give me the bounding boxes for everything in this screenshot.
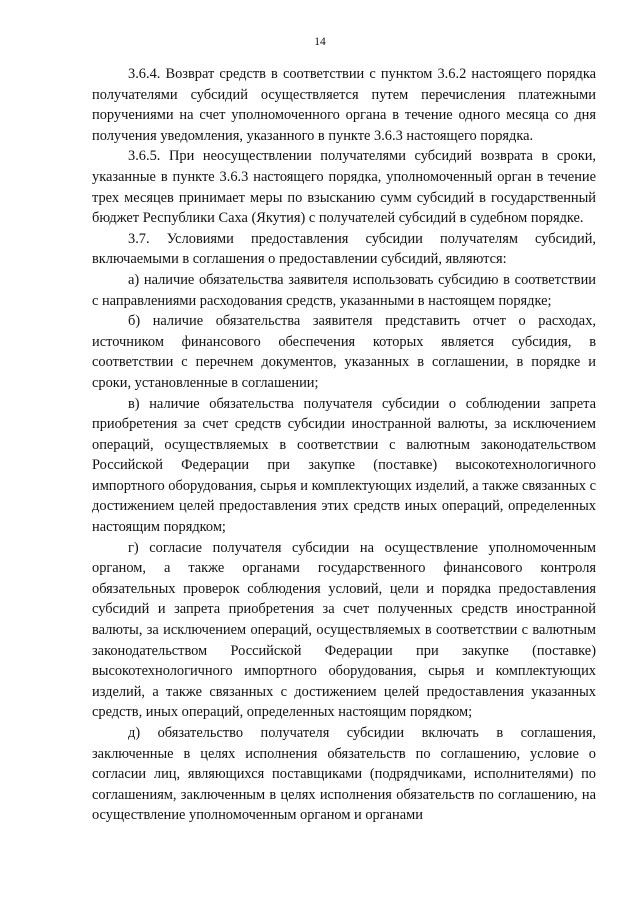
list-item-d: д) обязательство получателя субсидии включать в соглашения, заключенные в целях исполнения обязательств по соглашению, условие о согласии лиц, являющихся поставщиками (подрядчиками, исполнителями) по соглашениям, заключенным в целях исполнения обязательств по соглашению, на осуществление уполномоченным органом и органами [92, 725, 596, 824]
list-item-v: в) наличие обязательства получателя субсидии о соблюдении запрета приобретения за счет средств субсидии иностранной валюты, за исключением операций, осуществляемых в соответствии с валютным законодательством Российской Федерации при закупке (поставке) высокотехнологичного импортного оборудования, сырья и комплектующих изделий, а также связанных с достижением целей предоставления этих средств иных операций, определенных настоящим порядком; [92, 395, 596, 536]
list-item-a: а) наличие обязательства заявителя использовать субсидию в соответствии с направлениями расходования средств, указанными в настоящем порядке; [92, 271, 596, 309]
paragraph-3-7: 3.7. Условиями предоставления субсидии получателям субсидий, включаемыми в соглашения о предоставлении субсидий, являются: [92, 230, 596, 268]
list-item-g: г) согласие получателя субсидии на осуществление уполномоченным органом, а также органами государственного финансового контроля обязательных проверок соблюдения условий, цели и порядка предоставления субсидий и запрета приобретения за счет полученных средств иностранной валюты, за исключением операций, осуществляемых в соответствии с валютным законодательством Российской Федерации при закупке (поставке) высокотехнологичного импортного оборудования, сырья и комплектующих изделий, а также связанных с достижением целей предоставления указанных средств, иных операций, определенных настоящим порядком; [92, 539, 596, 721]
list-item-b: б) наличие обязательства заявителя представить отчет о расходах, источником финансового обеспечения которых является субсидия, в соответствии с перечнем документов, указанных в соглашении, в порядке и сроки, установленные в соглашении; [92, 313, 596, 391]
document-body [92, 64, 596, 826]
page-number: 14 [314, 36, 326, 48]
paragraph-3-6-5: 3.6.5. При неосуществлении получателями субсидий возврата в сроки, указанные в пункте 3.6.3 настоящего порядка, уполномоченный орган в течение трех месяцев принимает меры по взысканию сумм субсидий в государственный бюджет Республики Саха (Якутия) с получателей субсидий в судебном порядке. [92, 148, 596, 227]
paragraph-3-6-4: 3.6.4. Возврат средств в соответствии с пунктом 3.6.2 настоящего порядка получателями субсидий осуществляется путем перечисления платежными поручениями на счет уполномоченного органа в течение одного месяца со дня получения уведомления, указанного в пункте 3.6.3 настоящего порядка. [92, 66, 596, 144]
